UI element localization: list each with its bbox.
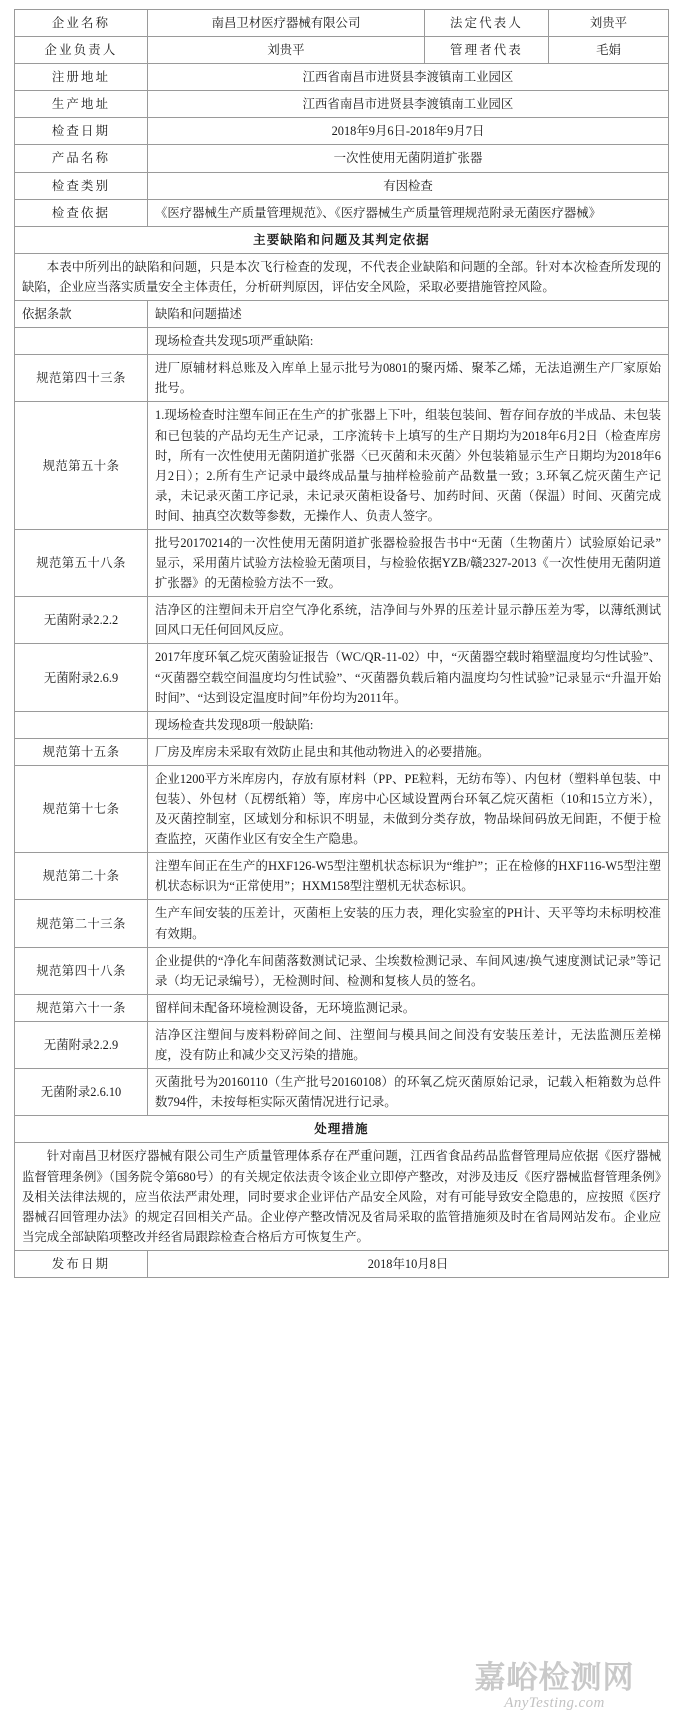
clause-cell: 规范第十七条 <box>15 765 148 852</box>
legal-rep-value: 刘贵平 <box>549 10 669 37</box>
inspection-date-value: 2018年9月6日-2018年9月7日 <box>148 118 669 145</box>
clause-cell: 规范第五十八条 <box>15 529 148 596</box>
table-row-publish-date <box>15 1250 669 1277</box>
clause-cell: 无菌附录2.6.9 <box>15 644 148 711</box>
management-rep-label: 管理者代表 <box>425 37 549 64</box>
table-row <box>15 994 669 1021</box>
table-row <box>15 597 669 644</box>
description-cell: 2017年度环氧乙烷灭菌验证报告（WC/QR-11-02）中，“灭菌器空载时箱壁温度均匀性试验”、“灭菌器空载空间温度均匀性试验”、“灭菌器负载后箱内温度均匀性试验”记录显示“升温开始时间”、“达到设定温度时间”年份均为2011年。 <box>148 644 669 711</box>
table-row-general-heading <box>15 711 669 738</box>
description-cell: 灭菌批号为20160110（生产批号20160108）的环氧乙烷灭菌原始记录，记载入柜箱数为总件数794件，未按每柜实际灭菌情况进行记录。 <box>148 1069 669 1116</box>
deficiency-preamble-cell <box>15 253 669 300</box>
description-cell: 留样间未配备环境检测设备，无环境监测记录。 <box>148 994 669 1021</box>
inspection-report-table <box>14 9 669 1278</box>
serious-heading-text: 现场检查共发现5项严重缺陷: <box>148 328 669 355</box>
watermark-chinese-text: 嘉峪检测网 <box>474 1660 635 1695</box>
table-row <box>15 355 669 402</box>
company-head-label: 企业负责人 <box>15 37 148 64</box>
table-row-product-name <box>15 145 669 172</box>
clause-cell: 无菌附录2.2.2 <box>15 597 148 644</box>
company-name-label: 企业名称 <box>15 10 148 37</box>
inspection-date-label: 检查日期 <box>15 118 148 145</box>
table-row-inspection-type <box>15 172 669 199</box>
table-row-production-address <box>15 91 669 118</box>
table-row <box>15 1021 669 1068</box>
general-heading-text: 现场检查共发现8项一般缺陷: <box>148 711 669 738</box>
table-row <box>15 738 669 765</box>
description-cell: 注塑车间正在生产的HXF126-W5型注塑机状态标识为“维护”；正在检修的HXF116-W5型注塑机状态标识为“正常使用”；HXM158型注塑机无状态标识。 <box>148 853 669 900</box>
table-row <box>15 765 669 852</box>
table-row-deficiency-preamble <box>15 253 669 300</box>
deficiency-section-title: 主要缺陷和问题及其判定依据 <box>15 226 669 253</box>
clause-cell: 规范第四十八条 <box>15 947 148 994</box>
description-cell: 进厂原辅材料总账及入库单上显示批号为0801的聚丙烯、聚苯乙烯，无法追溯生产厂家原始批号。 <box>148 355 669 402</box>
description-cell: 洁净区的注塑间未开启空气净化系统，洁净间与外界的压差计显示静压差为零，以薄纸测试回风口无任何回风反应。 <box>148 597 669 644</box>
table-row-deficiency-headers <box>15 301 669 328</box>
inspection-basis-label: 检查依据 <box>15 199 148 226</box>
management-rep-value: 毛娟 <box>549 37 669 64</box>
publish-date-value: 2018年10月8日 <box>148 1250 669 1277</box>
measures-section-title: 处理措施 <box>15 1116 669 1143</box>
table-row-company-head <box>15 37 669 64</box>
inspection-type-value: 有因检查 <box>148 172 669 199</box>
inspection-type-label: 检查类别 <box>15 172 148 199</box>
table-row <box>15 947 669 994</box>
watermark-english-text: AnyTesting.com <box>504 1695 605 1711</box>
description-cell: 洁净区注塑间与废料粉碎间之间、注塑间与模具间之间没有安装压差计，无法监测压差梯度，没有防止和减少交叉污染的措施。 <box>148 1021 669 1068</box>
deficiency-preamble-text: 本表中所列出的缺陷和问题，只是本次飞行检查的发现，不代表企业缺陷和问题的全部。针对本次检查所发现的缺陷，企业应当落实质量安全主体责任，分析研判原因，评估安全风险，采取必要措施管控风险。 <box>22 259 661 294</box>
table-row-measures-body <box>15 1143 669 1250</box>
registered-address-label: 注册地址 <box>15 64 148 91</box>
col-clause-header: 依据条款 <box>15 301 148 328</box>
description-cell: 1.现场检查时注塑车间正在生产的扩张器上下叶，组装包装间、暂存间存放的半成品、未包装和已包装的产品均无生产记录，工序流转卡上填写的生产日期均为2018年6月2日（检查库房时，所有一次性使用无菌阴道扩张器〈已灭菌和未灭菌〉外包装箱显示生产日期均为2018年6月2日）；2.所有生产记录中最终成品量与抽样检验前产品数量一致；3.环氧乙烷灭菌生产记录，未记录灭菌工序记录，未记录灭菌柜设备号、加药时间、灭菌（保温）时间、灭菌完成时间、抽真空次数等参数，无操作人、负责人签字。 <box>148 402 669 530</box>
table-row-inspection-date <box>15 118 669 145</box>
production-address-label: 生产地址 <box>15 91 148 118</box>
clause-cell: 无菌附录2.2.9 <box>15 1021 148 1068</box>
description-cell: 企业1200平方米库房内，存放有原材料（PP、PE粒料，无纺布等）、内包材（塑料单包装、中包装）、外包材（瓦楞纸箱）等，库房中心区域设置两台环氧乙烷灭菌柜（10和15立方米），及灭菌控制室，区域划分和标识不明显，未做到分类存放，物品垛间码放无间距，不便于检查监控，灭菌作业区有安全生产隐患。 <box>148 765 669 852</box>
table-row <box>15 853 669 900</box>
watermark <box>447 1662 662 1712</box>
clause-cell: 规范第二十三条 <box>15 900 148 947</box>
clause-cell: 无菌附录2.6.10 <box>15 1069 148 1116</box>
description-cell: 生产车间安装的压差计，灭菌柜上安装的压力表，理化实验室的PH计、天平等均未标明校准有效期。 <box>148 900 669 947</box>
table-row <box>15 900 669 947</box>
product-name-label: 产品名称 <box>15 145 148 172</box>
description-cell: 厂房及库房未采取有效防止昆虫和其他动物进入的必要措施。 <box>148 738 669 765</box>
clause-cell: 规范第四十三条 <box>15 355 148 402</box>
publish-date-label: 发布日期 <box>15 1250 148 1277</box>
table-row <box>15 402 669 530</box>
col-desc-header: 缺陷和问题描述 <box>148 301 669 328</box>
clause-cell: 规范第五十条 <box>15 402 148 530</box>
table-row <box>15 529 669 596</box>
table-row <box>15 644 669 711</box>
description-cell: 企业提供的“净化车间菌落数测试记录、尘埃数检测记录、车间风速/换气速度测试记录”等记录（均无记录编号），无检测时间、检测和复核人员的签名。 <box>148 947 669 994</box>
table-row <box>15 1069 669 1116</box>
legal-rep-label: 法定代表人 <box>425 10 549 37</box>
table-row-serious-heading <box>15 328 669 355</box>
serious-heading-clause-blank <box>15 328 148 355</box>
company-name-value: 南昌卫材医疗器械有限公司 <box>148 10 425 37</box>
table-row-inspection-basis <box>15 199 669 226</box>
clause-cell: 规范第二十条 <box>15 853 148 900</box>
table-row-measures-title <box>15 1116 669 1143</box>
table-row-registered-address <box>15 64 669 91</box>
measures-body-text: 针对南昌卫材医疗器械有限公司生产质量管理体系存在严重问题，江西省食品药品监督管理局应依据《医疗器械监督管理条例》（国务院令第680号）的有关规定依法责令该企业立即停产整改，对涉及违反《医疗器械监督管理条例》及相关法律法规的，应当依法严肃处理，同时要求企业评估产品安全风险，对有可能导致安全隐患的，应按照《医疗器械召回管理办法》的规定召回相关产品。企业停产整改情况及省局采取的监管措施须及时在省局网站发布。企业应当完成全部缺陷项整改并经省局跟踪检查合格后方可恢复生产。 <box>22 1149 661 1244</box>
description-cell: 批号20170214的一次性使用无菌阴道扩张器检验报告书中“无菌（生物菌片）试验原始记录”显示，采用菌片试验方法检验无菌项目，与检验依据YZB/赣2327-2013《一次性使用无菌阴道扩张器》的无菌检验方法不一致。 <box>148 529 669 596</box>
company-head-value: 刘贵平 <box>148 37 425 64</box>
measures-body-cell <box>15 1143 669 1250</box>
production-address-value: 江西省南昌市进贤县李渡镇南工业园区 <box>148 91 669 118</box>
clause-cell: 规范第六十一条 <box>15 994 148 1021</box>
table-row-company-name <box>15 10 669 37</box>
table-row-deficiency-section-title <box>15 226 669 253</box>
general-heading-clause-blank <box>15 711 148 738</box>
registered-address-value: 江西省南昌市进贤县李渡镇南工业园区 <box>148 64 669 91</box>
product-name-value: 一次性使用无菌阴道扩张器 <box>148 145 669 172</box>
clause-cell: 规范第十五条 <box>15 738 148 765</box>
inspection-basis-value: 《医疗器械生产质量管理规范》、《医疗器械生产质量管理规范附录无菌医疗器械》 <box>148 199 669 226</box>
